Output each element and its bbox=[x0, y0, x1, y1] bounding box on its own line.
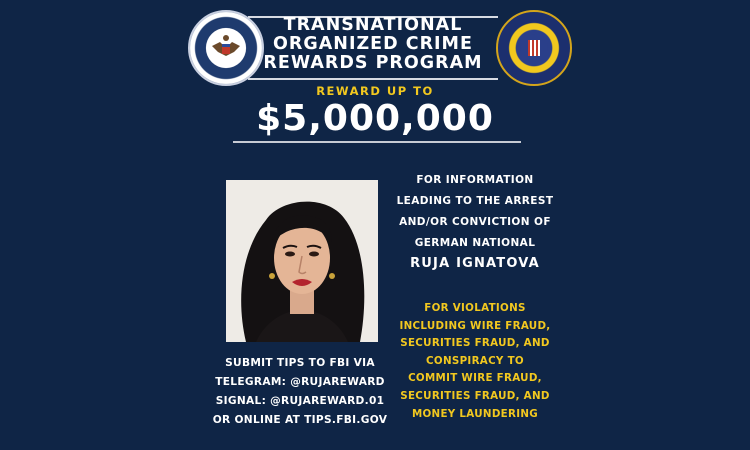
info-text bbox=[392, 170, 558, 254]
info-line: FOR INFORMATION bbox=[416, 174, 534, 186]
title-line: ORGANIZED CRIME bbox=[273, 34, 473, 54]
tips-line: SUBMIT TIPS TO FBI VIA bbox=[225, 357, 375, 369]
violations-line: CONSPIRACY TO bbox=[426, 354, 524, 367]
title-line: TRANSNATIONAL bbox=[283, 15, 463, 35]
tips-line: SIGNAL: @RUJAREWARD.01 bbox=[215, 395, 385, 407]
violations-line: FOR VIOLATIONS bbox=[424, 302, 526, 314]
reward-label: REWARD UP TO bbox=[316, 84, 434, 98]
tips-line: OR ONLINE AT TIPS.FBI.GOV bbox=[212, 414, 388, 426]
violations-text bbox=[392, 300, 558, 423]
page-title bbox=[248, 16, 498, 73]
violations-line: MONEY LAUNDERING bbox=[411, 407, 539, 420]
title-line: REWARDS PROGRAM bbox=[263, 53, 483, 73]
violations-line: SECURITIES FRAUD, AND bbox=[400, 389, 550, 402]
reward-amount: $5,000,000 bbox=[256, 98, 494, 139]
violations-line: SECURITIES FRAUD, AND bbox=[400, 337, 550, 350]
violations-line: INCLUDING WIRE FRAUD, bbox=[399, 319, 551, 332]
suspect-photo bbox=[226, 180, 378, 342]
info-line: LEADING TO THE ARREST bbox=[396, 195, 554, 207]
info-line: GERMAN NATIONAL bbox=[414, 237, 536, 249]
divider bbox=[233, 141, 521, 143]
info-line: AND/OR CONVICTION OF bbox=[399, 216, 551, 228]
suspect-name: RUJA IGNATOVA bbox=[410, 256, 540, 271]
tips-line: TELEGRAM: @RUJAREWARD bbox=[215, 376, 385, 388]
fbi-seal-icon bbox=[496, 10, 572, 86]
tips-text bbox=[200, 354, 400, 430]
violations-line: COMMIT WIRE FRAUD, bbox=[408, 372, 542, 385]
